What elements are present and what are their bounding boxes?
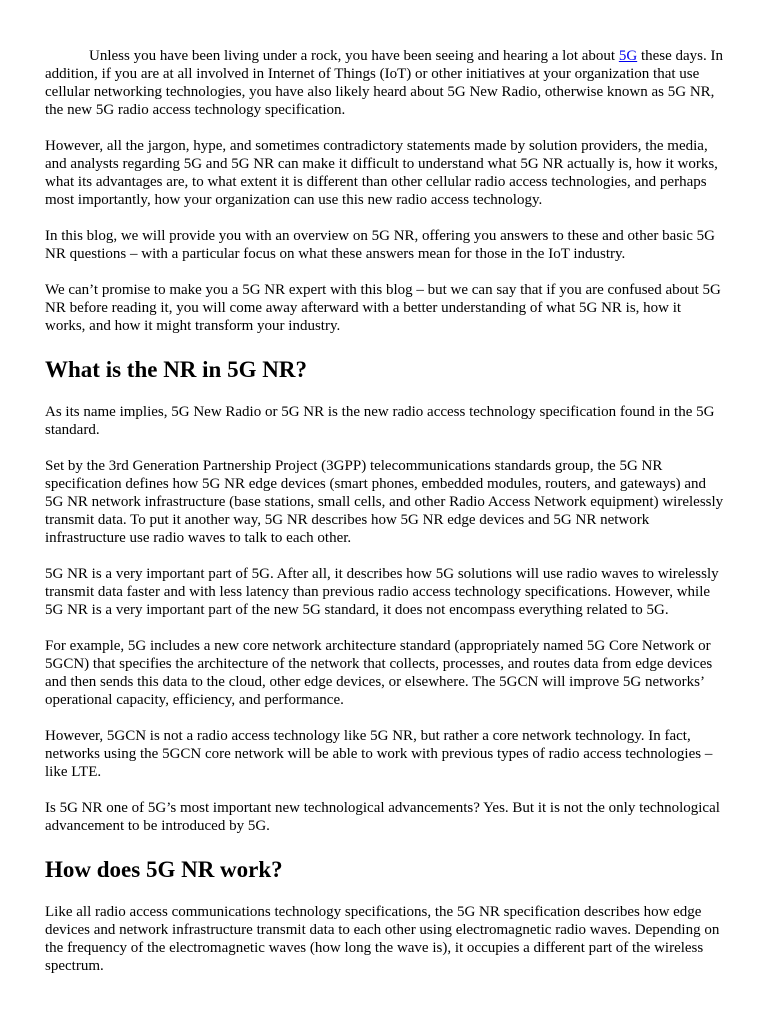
section-heading-how-does-nr-work: How does 5G NR work? [45, 857, 283, 882]
section1-paragraph-6: Is 5G NR one of 5G’s most important new technological advancements? Yes. But it is not the only technological advancement to be introduced by 5G. [45, 800, 720, 834]
intro-paragraph-3: In this blog, we will provide you with an overview on 5G NR, offering you answers to these and other basic 5G NR questions – with a particular focus on what these answers mean for those in the IoT industry. [45, 228, 716, 262]
section-heading-what-is-nr: What is the NR in 5G NR? [45, 357, 307, 382]
section1-paragraph-1: As its name implies, 5G New Radio or 5G NR is the new radio access technology specification found in the 5G standard. [45, 404, 715, 438]
section1-paragraph-2: Set by the 3rd Generation Partnership Project (3GPP) telecommunications standards group, the 5G NR specification defines how 5G NR edge devices (smart phones, embedded modules, routers, and gateways) and 5G NR network infrastructure (base stations, small cells, and other Radio Access Network equipment) wirelessly transmit data. To put it another way, 5G NR describes how 5G NR edge devices and 5G NR network infrastructure use radio waves to talk to each other. [45, 458, 724, 546]
5g-link[interactable]: 5G [618, 48, 638, 64]
intro-paragraph-2: However, all the jargon, hype, and sometimes contradictory statements made by solution providers, the media, and analysts regarding 5G and 5G NR can make it difficult to understand what 5G NR actually is, how it works, what its advantages are, to what extent it is different than other cellular radio access technologies, and perhaps most importantly, how your organization can use this new radio access technology. [45, 138, 718, 208]
intro-paragraph-1 [45, 47, 724, 119]
section1-paragraph-4: For example, 5G includes a new core network architecture standard (appropriately named 5G Core Network or 5GCN) that specifies the architecture of the network that collects, processes, and routes data from edge devices and then sends this data to the cloud, other edge devices, or elsewhere. The 5GCN will improve 5G networks’ operational capacity, efficiency, and performance. [45, 638, 713, 708]
section1-paragraph-3: 5G NR is a very important part of 5G. After all, it describes how 5G solutions will use radio waves to wirelessly transmit data faster and with less latency than previous radio access technology specifications. However, while 5G NR is a very important part of the new 5G standard, it does not encompass everything related to 5G. [45, 566, 719, 618]
section1-paragraph-5: However, 5GCN is not a radio access technology like 5G NR, but rather a core network technology. In fact, networks using the 5GCN core network will be able to work with previous types of radio access technologies – like LTE. [45, 728, 713, 780]
intro-paragraph-4: We can’t promise to make you a 5G NR expert with this blog – but we can say that if you are confused about 5G NR before reading it, you will come away afterward with a better understanding of what 5G NR is, how it works, and how it might transform your industry. [45, 282, 721, 334]
intro-text-before-link: Unless you have been living under a rock, you have been seeing and hearing a lot about [89, 48, 619, 64]
section2-paragraph-1: Like all radio access communications technology specifications, the 5G NR specification describes how edge devices and network infrastructure transmit data to each other using electromagnetic radio waves. Depending on the frequency of the electromagnetic waves (how long the wave is), it occupies a different part of the wireless spectrum. [45, 904, 720, 974]
intro-text-after-link: these days. In addition, if you are at all involved in Internet of Things (IoT) or other initiatives at your organization that use cellular networking technologies, you have also likely heard about 5G New Radio, otherwise known as 5G NR, the new 5G radio access technology specification. [45, 48, 723, 118]
